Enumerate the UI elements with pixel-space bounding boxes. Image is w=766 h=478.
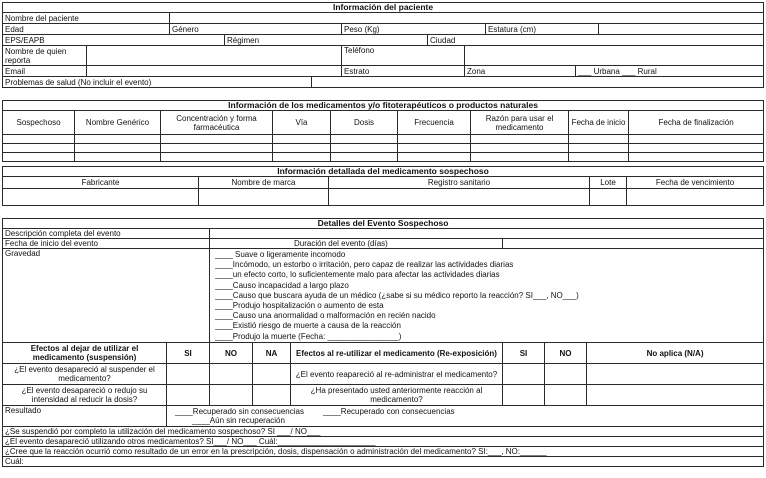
question-other-meds[interactable]: ¿El evento desapareció utilizando otros medicamentos? SI___/ NO___ Cuál:______________________ xyxy=(3,437,764,447)
medications-table xyxy=(2,100,764,162)
severity-option[interactable]: ____Causo una anormalidad o malformación en recién nacido xyxy=(215,311,436,321)
severity-option[interactable]: ____Existió riesgo de muerte a causa de la reacción xyxy=(215,321,401,331)
gender-field[interactable]: Género xyxy=(170,24,342,35)
col-route: Vía xyxy=(273,111,331,135)
stop-question-1: ¿El evento desapareció al suspender el medicamento? xyxy=(3,364,167,385)
stratum-field[interactable]: Estrato xyxy=(342,66,465,77)
reuse-q2-si[interactable] xyxy=(503,385,545,406)
reuse-no-header: NO xyxy=(545,343,587,364)
severity-option[interactable]: ____Produjo la muerte (Fecha: ________________) xyxy=(215,331,402,341)
suspect-drug-heading: Información detallada del medicamento sospechoso xyxy=(3,167,764,177)
question-medication-error[interactable]: ¿Cree que la reacción ocurrió como resultado de un error en la prescripción, dosis, dispensación o administración del medicamento? SI:___, NO:______ xyxy=(3,447,764,457)
stop-si-header: SI xyxy=(167,343,210,364)
stop-q2-no[interactable] xyxy=(210,385,253,406)
patient-info-heading: Información del paciente xyxy=(3,3,764,13)
stop-q1-no[interactable] xyxy=(210,364,253,385)
severity-option[interactable]: ____Produjo hospitalización o aumento de esta xyxy=(215,301,384,311)
reuse-na-header: No aplica (N/A) xyxy=(587,343,764,364)
col-reason: Razón para usar el medicamento xyxy=(471,111,569,135)
stop-na-header: NA xyxy=(253,343,291,364)
col-sanitary-registry: Registro sanitario xyxy=(329,177,590,189)
height-field[interactable]: Estatura (cm) xyxy=(486,24,599,35)
severity-option[interactable]: ____Causo que buscara ayuda de un médico (¿sabe si su médico reporto la reacción? SI___, NO___) xyxy=(215,290,579,300)
stop-no-header: NO xyxy=(210,343,253,364)
email-label: Email xyxy=(3,66,87,77)
col-suspect: Sospechoso xyxy=(3,111,75,135)
event-start-field[interactable]: Fecha de inicio del evento xyxy=(3,239,210,249)
col-manufacturer: Fabricante xyxy=(3,177,199,189)
event-description-field[interactable] xyxy=(210,229,764,239)
table-row[interactable] xyxy=(3,153,764,162)
stop-effects-header: Efectos al dejar de utilizar el medicamento (suspensión) xyxy=(3,343,167,364)
result-option[interactable]: ____Aún sin recuperación xyxy=(192,416,285,425)
stop-q2-na[interactable] xyxy=(253,385,291,406)
weight-field[interactable]: Peso (Kg) xyxy=(342,24,486,35)
severity-option[interactable]: ____Incómodo, un estorbo o irritación, pero capaz de realizar las actividades diarias xyxy=(215,260,514,270)
reuse-q2-na[interactable] xyxy=(587,385,764,406)
reporter-label: Nombre de quien reporta xyxy=(3,46,87,66)
col-dose: Dosis xyxy=(331,111,398,135)
height-value-field[interactable] xyxy=(599,24,764,35)
table-row[interactable] xyxy=(3,144,764,153)
patient-info-table xyxy=(2,2,764,88)
result-options xyxy=(167,406,764,427)
col-end-date: Fecha de finalización xyxy=(629,111,764,135)
question-suspended[interactable]: ¿Se suspendió por completo la utilización del medicamento sospechoso? SI ___/ NO___ xyxy=(3,427,764,437)
stop-q1-si[interactable] xyxy=(167,364,210,385)
medications-heading: Información de los medicamentos y/o fitoterapéuticos o productos naturales xyxy=(3,101,764,111)
reuse-q1-no[interactable] xyxy=(545,364,587,385)
phone-field[interactable] xyxy=(465,46,764,66)
event-duration-label: Duración del evento (días) xyxy=(210,239,503,249)
reuse-q1-si[interactable] xyxy=(503,364,545,385)
event-duration-field[interactable] xyxy=(503,239,764,249)
severity-option[interactable]: ____ Suave o ligeramente incomodo xyxy=(215,250,346,259)
severity-option[interactable]: ____Causo incapacidad a largo plazo xyxy=(215,280,349,290)
reuse-effects-header: Efectos al re-utilizar el medicamento (Re-exposición) xyxy=(291,343,503,364)
col-brand-name: Nombre de marca xyxy=(199,177,329,189)
col-frequency: Frecuencia xyxy=(398,111,471,135)
phone-label: Teléfono xyxy=(342,46,465,66)
zone-options[interactable]: ___ Urbana ___ Rural xyxy=(576,66,764,77)
health-problems-field[interactable] xyxy=(312,77,764,88)
reuse-question-2: ¿Ha presentado usted anteriormente reacción al medicamento? xyxy=(291,385,503,406)
patient-name-label: Nombre del paciente xyxy=(3,13,170,24)
zone-label: Zona xyxy=(465,66,576,77)
col-concentration: Concentración y forma farmacéutica xyxy=(161,111,273,135)
severity-option[interactable]: ____un efecto corto, lo suficientemente malo para afectar las actividades diarias xyxy=(215,270,500,280)
reuse-q2-no[interactable] xyxy=(545,385,587,406)
health-problems-label: Problemas de salud (No incluir el evento) xyxy=(3,77,312,88)
table-row[interactable] xyxy=(3,135,764,144)
col-start-date: Fecha de inicio xyxy=(569,111,629,135)
event-description-label: Descripción completa del evento xyxy=(3,229,210,239)
col-lot: Lote xyxy=(590,177,627,189)
reporter-field[interactable] xyxy=(87,46,342,66)
event-details-table xyxy=(2,218,764,467)
reuse-question-1: ¿El evento reapareció al re-administrar el medicamento? xyxy=(291,364,503,385)
stop-q2-si[interactable] xyxy=(167,385,210,406)
city-field[interactable]: Ciudad xyxy=(428,35,764,46)
patient-name-field[interactable] xyxy=(170,13,764,24)
regime-field[interactable]: Régimen xyxy=(225,35,428,46)
suspect-drug-table xyxy=(2,166,764,206)
result-option[interactable]: ____Recuperado sin consecuencias xyxy=(175,407,304,416)
age-field[interactable]: Edad xyxy=(3,24,170,35)
col-expiry-date: Fecha de vencimiento xyxy=(627,177,764,189)
event-details-heading: Detalles del Evento Sospechoso xyxy=(3,219,764,229)
eps-field[interactable]: EPS/EAPB xyxy=(3,35,225,46)
stop-question-2: ¿El evento desapareció o redujo su intensidad al reducir la dosis? xyxy=(3,385,167,406)
table-row[interactable] xyxy=(3,189,764,206)
col-generic-name: Nombre Genérico xyxy=(75,111,161,135)
severity-label: Gravedad xyxy=(3,249,210,343)
severity-options xyxy=(210,249,764,343)
result-label: Resultado xyxy=(3,406,167,427)
reuse-q1-na[interactable] xyxy=(587,364,764,385)
reuse-si-header: SI xyxy=(503,343,545,364)
stop-q1-na[interactable] xyxy=(253,364,291,385)
email-field[interactable] xyxy=(87,66,342,77)
question-which[interactable]: Cuál: xyxy=(3,457,764,467)
result-option[interactable]: ____Recuperado con consecuencias xyxy=(323,407,455,416)
